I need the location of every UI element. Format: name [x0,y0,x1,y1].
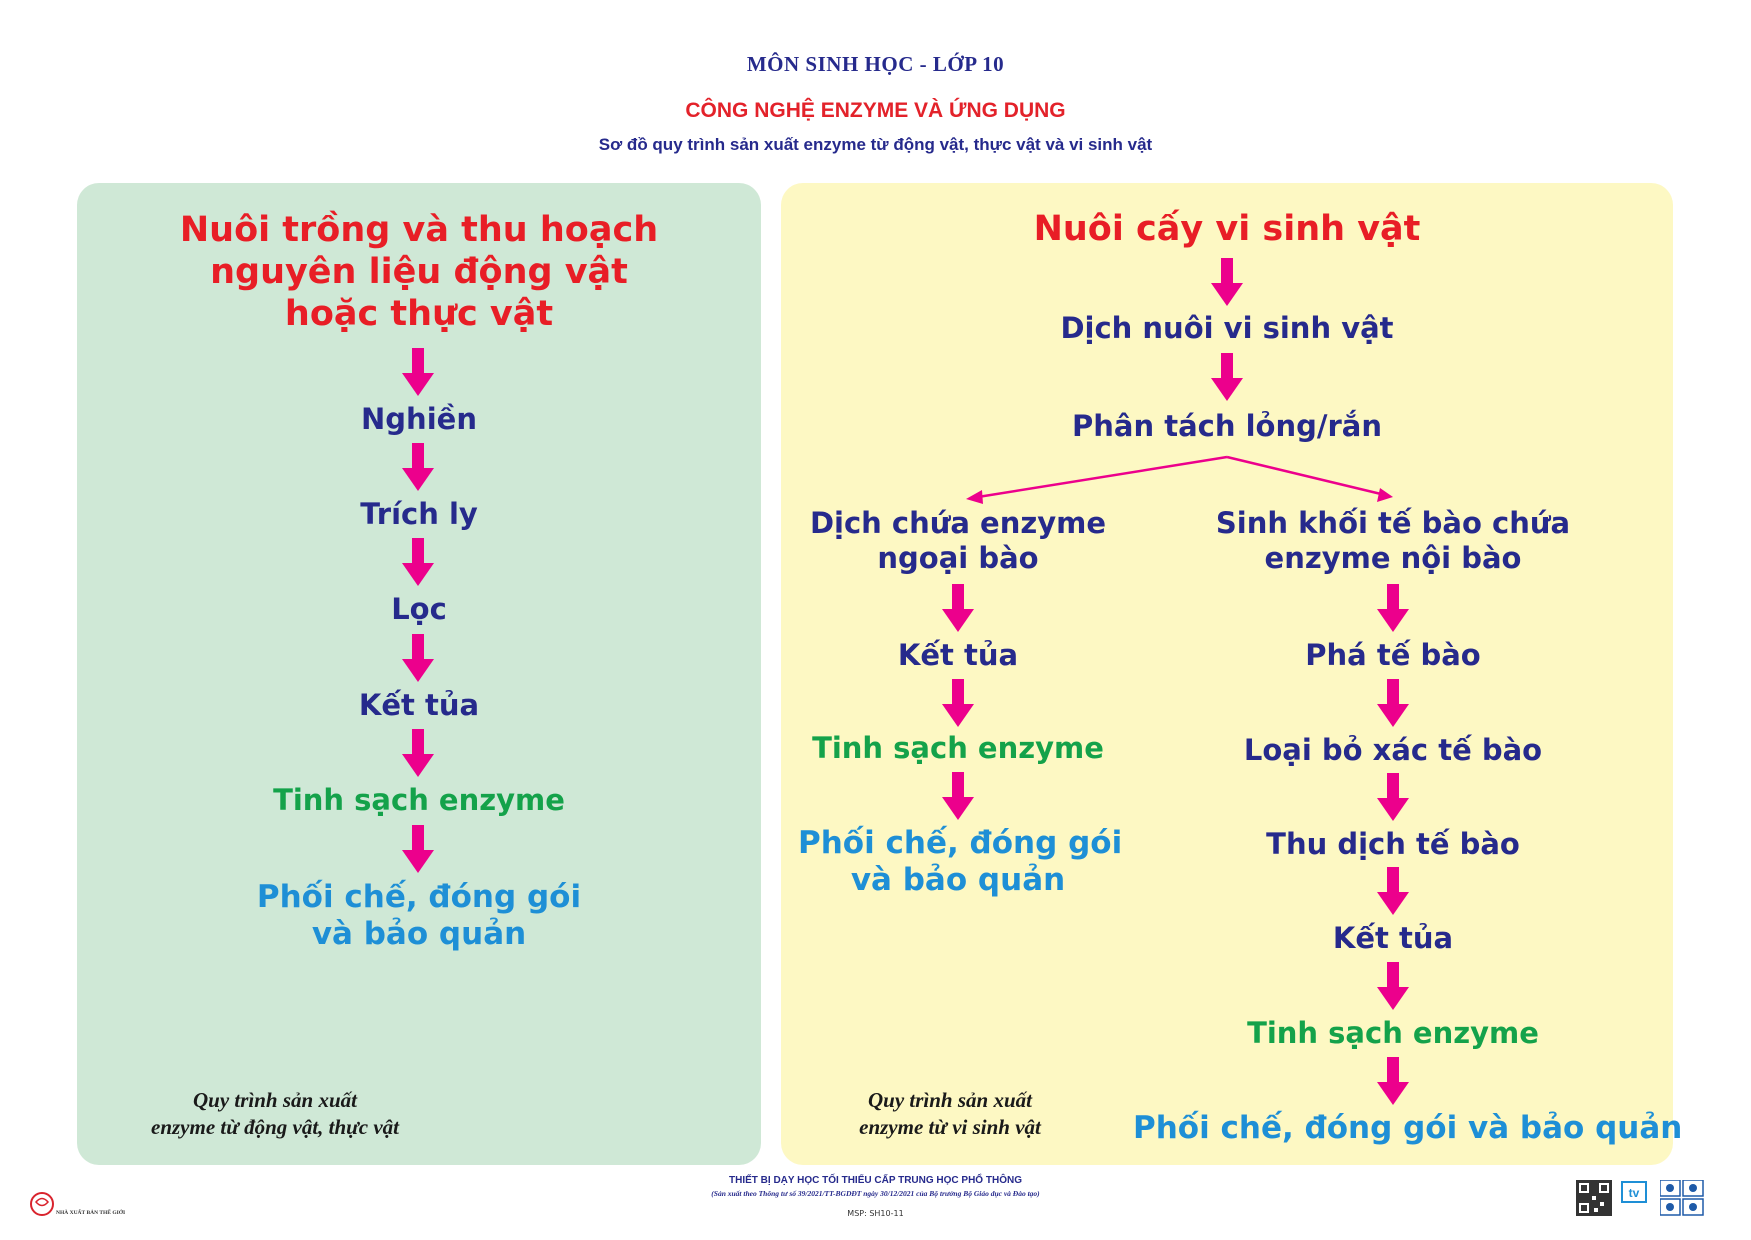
branch-b-purify: Tinh sạch enzyme [1247,1016,1539,1050]
certification-badges-icon [1660,1180,1706,1216]
footer-note: (Sản xuất theo Thông tư số 39/2021/TT-BGDĐT ngày 30/12/2021 của Bộ trưởng Bộ Giáo dục và Đào tạo) [711,1189,1040,1198]
left-start-line: nguyên liệu động vật [210,252,628,292]
branch-a-head-line: Dịch chứa enzyme [809,506,1107,540]
arrow-down-icon [402,443,434,491]
left-caption-line: Quy trình sản xuất [193,1088,357,1112]
left-step-precipitate: Kết tủa [358,688,480,722]
branch-arrow-right-icon [1227,457,1393,502]
page-title: CÔNG NGHỆ ENZYME VÀ ỨNG DỤNG [685,99,1066,122]
arrow-down-icon [402,825,434,873]
left-step-extract: Trích ly [360,497,478,531]
arrow-down-icon [1377,773,1409,821]
right-step-separation: Phân tách lỏng/rắn [1072,409,1382,443]
footer-title: THIẾT BỊ DẠY HỌC TỐI THIỂU CẤP TRUNG HỌC PHỔ THÔNG [729,1175,1022,1186]
page-subtitle: Sơ đồ quy trình sản xuất enzyme từ động vật, thực vật và vi sinh vật [598,135,1153,154]
arrow-down-icon [942,772,974,820]
arrow-down-icon [1377,584,1409,632]
arrow-down-icon [402,729,434,777]
left-step-grind: Nghiền [361,402,477,436]
arrow-down-icon [1211,258,1243,306]
right-caption-line: enzyme từ vi sinh vật [859,1115,1041,1140]
left-start-step [77,209,761,335]
product-code: MSP: SH10-11 [847,1209,904,1218]
arrow-down-icon [1377,1057,1409,1105]
left-step-final [77,879,761,953]
arrow-down-icon [1377,867,1409,915]
arrow-down-icon [942,584,974,632]
left-caption [100,1087,450,1142]
arrow-down-icon [1377,962,1409,1010]
publisher-name: NHÀ XUẤT BẢN THẾ GIỚI [56,1210,126,1216]
branch-a-final-line: và bảo quản [850,862,1066,899]
subject-heading: MÔN SINH HỌC - LỚP 10 [746,52,1005,76]
brand-logo-icon [1620,1180,1648,1210]
branch-a-head [798,506,1118,576]
arrow-down-icon [402,538,434,586]
arrow-down-icon [942,679,974,727]
left-caption-line: enzyme từ động vật, thực vật [151,1115,399,1140]
branch-a-final [798,825,1123,899]
branch-b-head-line: Sinh khối tế bào chứa [1215,506,1571,540]
branch-b-precipitate: Kết tủa [1332,921,1454,955]
left-start-line: Nuôi trồng và thu hoạch [179,210,659,250]
branch-a-head-line: ngoại bào [877,540,1039,575]
arrow-down-icon [1377,679,1409,727]
qr-code-icon [1576,1180,1612,1216]
arrow-down-icon [1211,353,1243,401]
branch-b-remove-debris: Loại bỏ xác tế bào [1243,733,1543,767]
publisher-logo-icon [28,1190,56,1218]
branch-arrow-left-icon [966,457,1227,504]
arrow-down-icon [402,348,434,396]
branch-b-break-cells: Phá tế bào [1305,638,1481,672]
right-start-step: Nuôi cấy vi sinh vật [1033,209,1421,249]
left-start-line: hoặc thực vật [284,294,554,334]
arrow-down-icon [402,634,434,682]
left-step-filter: Lọc [391,592,447,626]
branch-a-purify: Tinh sạch enzyme [812,731,1104,765]
right-caption [800,1087,1100,1142]
branch-a-precipitate: Kết tủa [897,638,1019,672]
svg-text:tv: tv [1628,1186,1640,1200]
branch-b-head [1183,506,1603,576]
left-final-line: và bảo quản [311,916,527,953]
right-caption-line: Quy trình sản xuất [868,1088,1032,1112]
branch-b-head-line: enzyme nội bào [1264,540,1522,575]
branch-b-collect-lysate: Thu dịch tế bào [1266,827,1520,861]
left-final-line: Phối chế, đóng gói [256,879,582,915]
left-step-purify: Tinh sạch enzyme [273,783,565,817]
right-step-culture-broth: Dịch nuôi vi sinh vật [1060,311,1394,345]
branch-a-final-line: Phối chế, đóng gói [798,825,1123,861]
branch-b-final: Phối chế, đóng gói và bảo quản [1133,1110,1683,1146]
